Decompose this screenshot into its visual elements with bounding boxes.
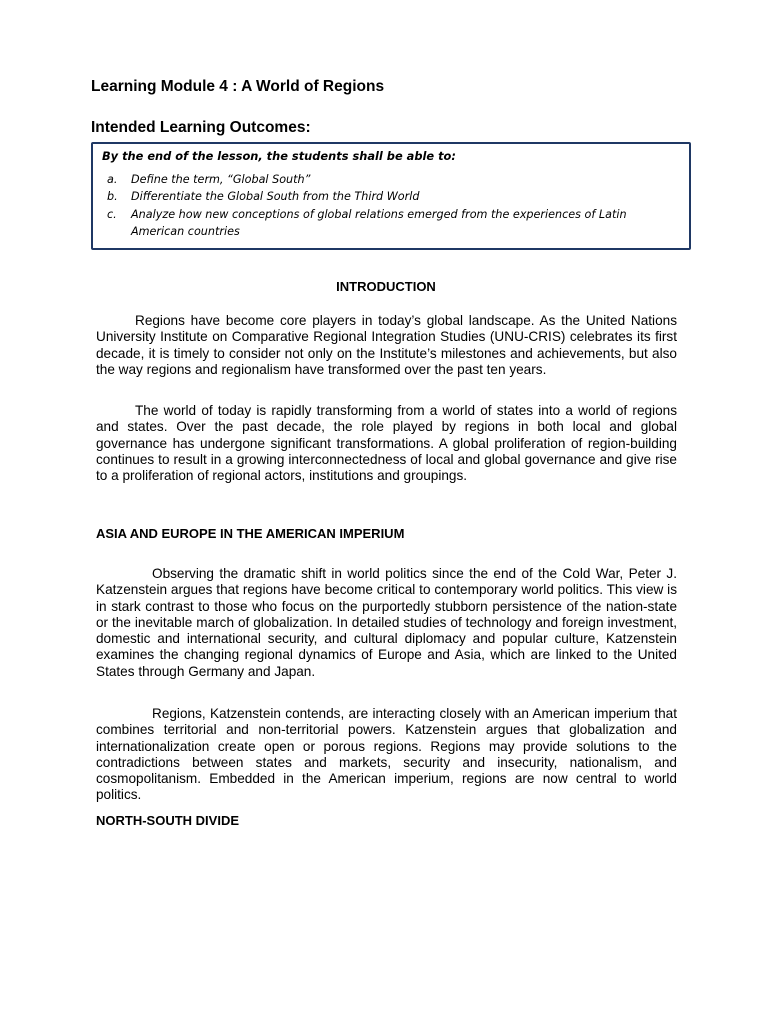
module-title: Learning Module 4 : A World of Regions bbox=[91, 78, 385, 95]
asia-europe-paragraph-2: Regions, Katzenstein contends, are interacting closely with an American imperium that combines territorial and non-territorial powers. Katzenstein argues that globalization and internationalization create open or porous regions. Regions may provide solutions to the contradictions between states and markets, security and insecurity, nationalism, and cosmopolitanism. Embedded in the American imperium, regions are now central to world politics. bbox=[96, 706, 677, 803]
list-marker: a. bbox=[107, 172, 118, 186]
list-item bbox=[102, 206, 681, 241]
outcome-text: Analyze how new conceptions of global relations emerged from the experiences of Latin American countries bbox=[131, 207, 627, 239]
introduction-heading: INTRODUCTION bbox=[336, 279, 436, 294]
asia-europe-paragraph-1: Observing the dramatic shift in world politics since the end of the Cold War, Peter J. Katzenstein argues that regions have become critical to contemporary world politics. This view is in stark contrast to those who focus on the purportedly stubborn persistence of the nation-state or the inevitable march of globalization. In detailed studies of technology and foreign investment, domestic and international security, and cultural diplomacy and popular culture, Katzenstein examines the changing regional dynamics of Europe and Asia, which are linked to the United States through Germany and Japan. bbox=[96, 566, 677, 679]
introduction-paragraph-1: Regions have become core players in today’s global landscape. As the United Nations University Institute on Comparative Regional Integration Studies (UNU-CRIS) celebrates its first decade, it is timely to consider not only on the Institute’s milestones and achievements, but also the way regions and regionalism have transformed over the past ten years. bbox=[96, 313, 677, 377]
list-marker: b. bbox=[107, 190, 118, 204]
outcomes-lead-text: By the end of the lesson, the students shall be able to: bbox=[102, 149, 456, 163]
list-marker: c. bbox=[107, 207, 117, 221]
outcome-text: Differentiate the Global South from the Third World bbox=[131, 190, 420, 204]
introduction-paragraph-2: The world of today is rapidly transforming from a world of states into a world of regions and states. Over the past decade, the role played by regions in both local and global governance has undergone significant transformations. A global proliferation of region-building continues to result in a growing interconnectedness of local and global governance and give rise to a proliferation of regional actors, institutions and groupings. bbox=[96, 403, 677, 484]
list-item bbox=[102, 188, 681, 206]
outcomes-list bbox=[102, 171, 681, 241]
learning-outcomes-heading: Intended Learning Outcomes: bbox=[91, 119, 311, 136]
outcome-text: Define the term, “Global South” bbox=[131, 172, 311, 186]
list-item bbox=[102, 171, 681, 189]
north-south-heading: NORTH-SOUTH DIVIDE bbox=[96, 813, 239, 828]
learning-outcomes-box bbox=[91, 142, 691, 250]
asia-europe-heading: ASIA AND EUROPE IN THE AMERICAN IMPERIUM bbox=[96, 526, 405, 541]
